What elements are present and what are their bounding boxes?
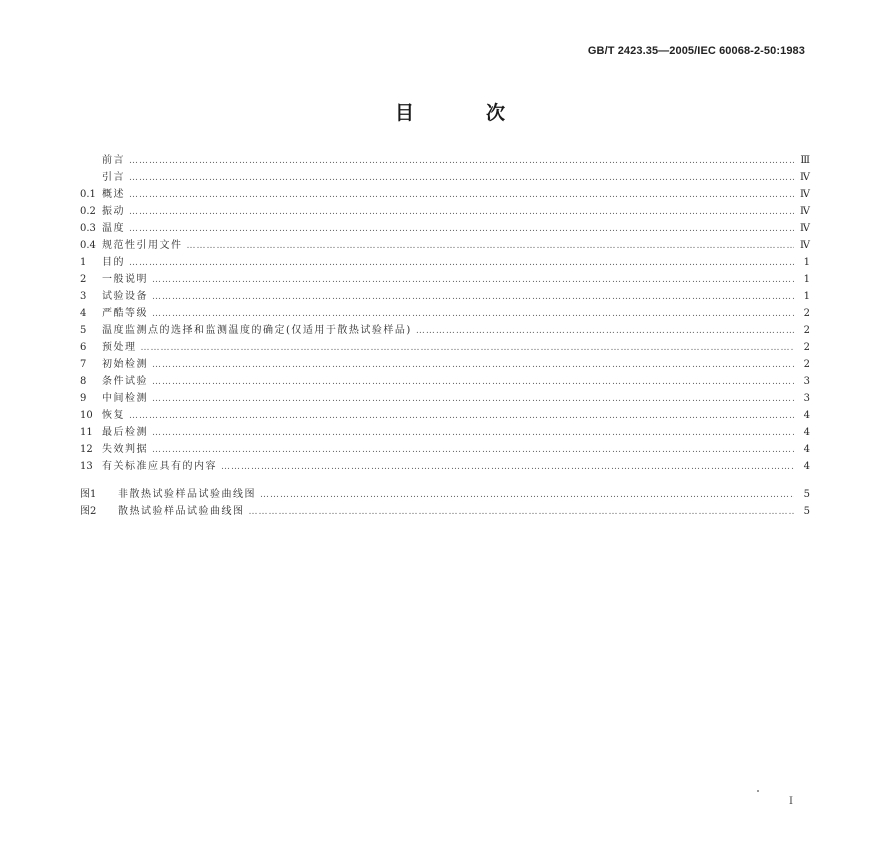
toc-entry-number: 5 [80,325,87,336]
list-of-figures [80,486,810,520]
toc-entry-number: 8 [80,376,87,387]
leader-dots [249,504,795,521]
toc-entry-page: Ⅳ [800,223,810,234]
leader-dots [152,391,794,408]
toc-entry-number: 4 [80,308,87,319]
leader-dots [152,374,794,391]
toc-entry-number: 1 [80,257,87,268]
toc-entry-page: 2 [803,308,810,319]
toc-entry-6[interactable] [80,339,810,356]
figure-page: 5 [803,506,810,517]
figure-title: 散热试验样品试验曲线图 [118,506,245,517]
leader-dots [129,187,794,204]
toc-entry-page: 2 [803,325,810,336]
toc-entry-title: 初始检测 [102,359,148,370]
toc-entry-title: 规范性引用文件 [102,240,183,251]
toc-entry-title: 概述 [102,189,125,200]
toc-entry-page: 1 [803,274,810,285]
toc-entry-page: 2 [803,342,810,353]
toc-entry-number: 10 [80,410,93,421]
toc-entry-title: 严酷等级 [102,308,148,319]
toc-entry-page: Ⅳ [800,172,810,183]
leader-dots [152,306,794,323]
leader-dots [141,340,795,357]
toc-entry-page: 3 [803,376,810,387]
toc-entry-page: Ⅳ [800,189,810,200]
toc-entry-number: 0.4 [80,240,96,251]
figure-page: 5 [803,489,810,500]
toc-entry-introduction[interactable] [80,169,810,186]
toc-entry-title: 恢复 [102,410,125,421]
leader-dots [152,289,794,306]
page-title [395,98,505,125]
leader-dots [129,221,794,238]
toc-entry-0-2[interactable] [80,203,810,220]
toc-entry-page: 2 [803,359,810,370]
toc-entry-title: 振动 [102,206,125,217]
page-title-char-1: 目 [395,102,415,124]
leader-dots [129,153,794,170]
figure-title: 非散热试验样品试验曲线图 [118,489,256,500]
toc-entry-title: 条件试验 [102,376,148,387]
leader-dots [416,323,794,340]
figure-entry-2[interactable] [80,503,810,520]
toc-entry-page: 3 [803,393,810,404]
toc-entry-7[interactable] [80,356,810,373]
toc-entry-title: 最后检测 [102,427,148,438]
page-title-char-2: 次 [485,102,505,124]
figure-entry-1[interactable] [80,486,810,503]
toc-entry-1[interactable] [80,254,810,271]
toc-entry-number: 0.1 [80,189,96,200]
toc-entry-page: Ⅳ [800,240,810,251]
toc-entry-title: 失效判据 [102,444,148,455]
toc-entry-page: 4 [803,444,810,455]
toc-entry-4[interactable] [80,305,810,322]
toc-entry-title: 中间检测 [102,393,148,404]
toc-entry-2[interactable] [80,271,810,288]
toc-entry-3[interactable] [80,288,810,305]
toc-entry-number: 9 [80,393,87,404]
leader-dots [152,425,794,442]
page-number: Ⅰ [789,796,793,807]
toc-entry-number: 7 [80,359,87,370]
toc-entry-11[interactable] [80,424,810,441]
toc-entry-page: 4 [803,461,810,472]
leader-dots [129,255,794,272]
leader-dots [221,459,794,476]
toc-entry-foreword[interactable] [80,152,810,169]
toc-entry-page: 4 [803,427,810,438]
leader-dots [187,238,795,255]
scan-speck [757,790,759,792]
toc-entry-page: 1 [803,257,810,268]
toc-entry-title: 目的 [102,257,125,268]
toc-entry-8[interactable] [80,373,810,390]
toc-entry-13[interactable] [80,458,810,475]
leader-dots [129,408,794,425]
toc-entry-number: 12 [80,444,93,455]
toc-entry-title: 一般说明 [102,274,148,285]
figure-label: 图1 [80,489,97,500]
toc-entry-title: 引言 [102,172,125,183]
toc-entry-page: 4 [803,410,810,421]
table-of-contents [80,152,810,475]
toc-entry-number: 0.3 [80,223,96,234]
leader-dots [152,272,794,289]
leader-dots [129,170,794,187]
leader-dots [260,487,794,504]
toc-entry-number: 2 [80,274,87,285]
toc-entry-number: 11 [80,427,93,438]
toc-entry-number: 6 [80,342,87,353]
toc-entry-number: 13 [80,461,93,472]
leader-dots [152,442,794,459]
toc-entry-title: 预处理 [102,342,137,353]
toc-entry-9[interactable] [80,390,810,407]
standard-code: GB/T 2423.35—2005/IEC 60068-2-50:1983 [587,45,805,57]
toc-entry-0-3[interactable] [80,220,810,237]
toc-entry-12[interactable] [80,441,810,458]
figure-label: 图2 [80,506,97,517]
leader-dots [152,357,794,374]
toc-entry-page: 1 [803,291,810,302]
toc-entry-number: 0.2 [80,206,96,217]
toc-entry-10[interactable] [80,407,810,424]
toc-entry-title: 有关标准应具有的内容 [102,461,217,472]
toc-entry-title: 温度 [102,223,125,234]
toc-entry-5[interactable] [80,322,810,339]
toc-entry-0-4[interactable] [80,237,810,254]
toc-entry-title: 试验设备 [102,291,148,302]
toc-entry-page: Ⅳ [800,206,810,217]
leader-dots [129,204,794,221]
toc-entry-title: 前言 [102,155,125,166]
toc-entry-number: 3 [80,291,87,302]
toc-entry-page: Ⅲ [800,155,810,166]
toc-entry-title: 温度监测点的选择和监测温度的确定(仅适用于散热试验样品) [102,325,412,336]
toc-entry-0-1[interactable] [80,186,810,203]
